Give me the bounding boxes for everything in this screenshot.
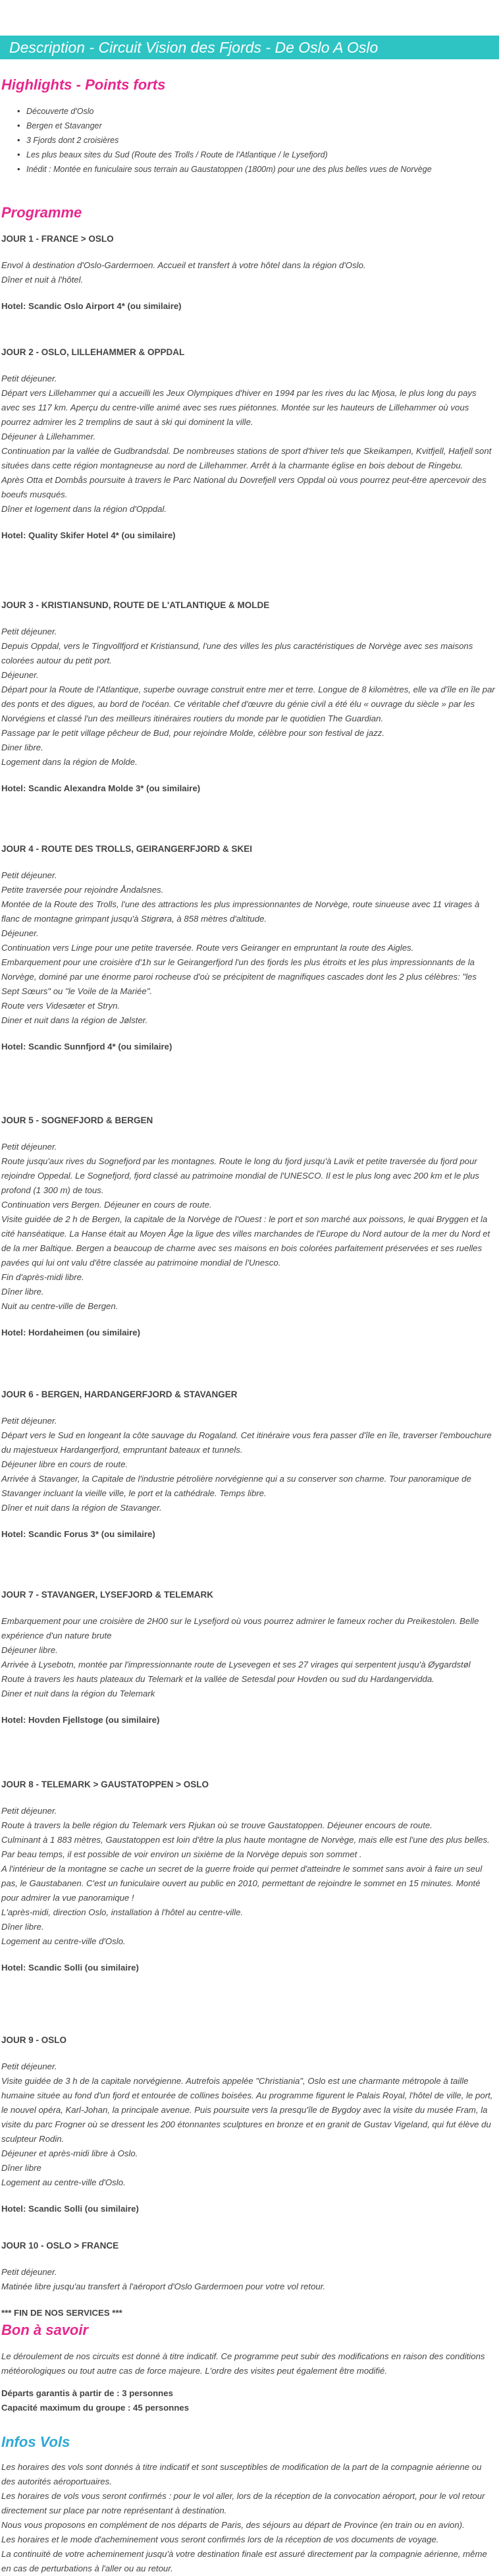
day-7: [1, 1588, 496, 1727]
bon-a-savoir-title: Bon à savoir: [1, 2322, 89, 2338]
highlights-list: [26, 104, 432, 177]
day-text: Déjeuner libre.: [1, 1645, 58, 1655]
infos-vols-title: Infos Vols: [1, 2434, 70, 2450]
day-hotel: Hotel: Scandic Forus 3* (ou similaire): [1, 1529, 155, 1539]
day-hotel: Hotel: Scandic Oslo Airport 4* (ou similaire): [1, 301, 182, 311]
programme-title: Programme: [1, 204, 82, 221]
day-hotel: Hotel: Scandic Sunnfjord 4* (ou similaire): [1, 1042, 172, 1051]
day-text: Route jusqu'aux rives du Sognefjord par les montagnes. Route le long du fjord jusqu'à Lavik et petite traversée du fjord pour rejoindre Oppedal. Le Sognefjord, fjord classé au patrimoine mondial de l'UNESCO. Il est le plus long avec 200 km et le plus profond (1 300 m) de tous.: [1, 1156, 480, 1195]
day-heading: JOUR 1 - FRANCE > OSLO: [1, 234, 114, 244]
day-text: Diner et nuit dans la région du Telemark: [1, 1689, 155, 1698]
day-text: Diner et nuit dans la région de Jølster.: [1, 1015, 148, 1025]
infos-vols-text: Les horaires des vols sont donnés à titre indicatif et sont susceptibles de modification de la part de la compagnie aérienne ou des autorités aéroportuaires.: [1, 2462, 482, 2486]
day-text: Petit déjeuner.: [1, 627, 57, 636]
end-of-services: *** FIN DE NOS SERVICES ***: [1, 2308, 122, 2318]
day-text: Route vers Videsæter et Stryn.: [1, 1001, 120, 1011]
day-text: Départ vers Lillehammer qui a accueilli les Jeux Olympiques d'hiver en 1994 par les rives du lac Mjosa, le plus long du pays avec ses 117 km. Aperçu du centre-ville animé avec ses rues piétonnes. Montée sur les hauteurs de Lillehammer où vous pourrez admirer les 2 tremplins de saut à ski qui dominent la ville.: [1, 388, 477, 427]
day-heading: JOUR 6 - BERGEN, HARDANGERFJORD & STAVANGER: [1, 1389, 238, 1399]
capacite-maximum: Capacité maximum du groupe : 45 personnes: [1, 2403, 190, 2413]
day-text: Continuation vers Linge pour une petite traversée. Route vers Geiranger en empruntant la route des Aigles.: [1, 943, 414, 953]
day-6: [1, 1387, 496, 1542]
day-text: Après Otta et Dombås poursuite à travers le Parc National du Dovrefjell vers Oppdal où vous pourrez peut-être apercevoir des boeufs musqués.: [1, 475, 486, 499]
highlights-title: Highlights - Points forts: [1, 76, 166, 93]
day-1: [1, 232, 496, 314]
day-heading: JOUR 9 - OSLO: [1, 2035, 67, 2045]
day-hotel: Hotel: Hovden Fjellstoge (ou similaire): [1, 1715, 160, 1725]
day-heading: JOUR 3 - KRISTIANSUND, ROUTE DE L'ATLANTIQUE & MOLDE: [1, 600, 270, 610]
day-text: Petit déjeuner.: [1, 1806, 57, 1816]
day-text: Dîner libre.: [1, 1922, 44, 1932]
day-heading: JOUR 2 - OSLO, LILLEHAMMER & OPPDAL: [1, 347, 185, 357]
day-text: Diner libre.: [1, 742, 43, 752]
day-8: [1, 1778, 496, 1975]
day-2: [1, 345, 496, 543]
day-10: [1, 2239, 496, 2320]
day-text: Depuis Oppdal, vers le Tingvollfjord et Kristiansund, l'une des villes les plus caractéristiques de Norvège avec ses maisons colorées autour du petit port.: [1, 641, 473, 665]
day-text: Déjeuner.: [1, 928, 39, 938]
day-text: Matinée libre jusqu'au transfert à l'aéroport d'Oslo Gardermoen pour votre vol retour.: [1, 2282, 326, 2291]
day-text: Petit déjeuner.: [1, 1416, 57, 1426]
infos-vols-text: Les horaires de vols vous seront confirmés : pour le vol aller, lors de la réception de la convocation aéroport, pour le vol retour directement sur place par notre représentant à destination.: [1, 2491, 485, 2515]
day-hotel: Hotel: Scandic Alexandra Molde 3* (ou similaire): [1, 783, 201, 793]
bon-a-savoir-text: Le déroulement de nos circuits est donné à titre indicatif. Ce programme peut subir des modifications en raison des conditions météorologiques ou tout autre cas de force majeure. L'ordre des visites peut également être modifié.: [1, 2351, 485, 2376]
day-text: L'après-midi, direction Oslo, installation à l'hôtel au centre-ville.: [1, 1907, 244, 1917]
title-banner: [0, 36, 499, 59]
day-4: [1, 842, 496, 1054]
day-text: Route à travers les hauts plateaux du Telemark et la vallée de Setesdal pour Hovden ou sud du Hardangervidda.: [1, 1674, 434, 1684]
day-text: Logement au centre-ville d'Oslo.: [1, 2177, 126, 2187]
day-text: Départ vers le Sud en longeant la côte sauvage du Rogaland. Cet itinéraire vous fera passer d'île en île, traverser l'embouchure du majestueux Hardangerfjord, empruntant bateaux et tunnels.: [1, 1430, 492, 1455]
bon-a-savoir-block: [1, 2349, 496, 2415]
day-heading: JOUR 10 - OSLO > FRANCE: [1, 2241, 119, 2251]
list-item: • Découverte d'Oslo: [26, 104, 432, 119]
day-text: Petit déjeuner.: [1, 1142, 57, 1152]
day-text: Envol à destination d'Oslo-Gardermoen. Accueil et transfert à votre hôtel dans la région d'Oslo.: [1, 260, 366, 270]
day-text: Dîner libre.: [1, 1287, 44, 1297]
day-text: Montée de la Route des Trolls, l'une des attractions les plus impressionnantes de Norvège, route sinueuse avec 11 virages à flanc de montagne grimpant jusqu'à Stigrøra, à 858 mètres d'altitude.: [1, 899, 480, 924]
day-hotel: Hotel: Scandic Solli (ou similaire): [1, 2204, 139, 2214]
day-text: Continuation vers Bergen. Déjeuner en cours de route.: [1, 1200, 212, 1210]
day-text: Déjeuner libre en cours de route.: [1, 1459, 128, 1469]
day-text: Route à travers la belle région du Telemark vers Rjukan où se trouve Gaustatoppen. Déjeuner encours de route.: [1, 1820, 433, 1830]
day-text: Arrivée à Stavanger, la Capitale de l'industrie pétrolière norvégienne qui a su conserver son charme. Tour panoramique de Stavanger incluant la vieille ville, le port et la cathédrale. Temps libre.: [1, 1474, 471, 1498]
day-text: Culminant à 1 883 mètres, Gaustatoppen est loin d'être la plus haute montagne de Norvège, mais elle est l'une des plus belles. Par beau temps, il est possible de voir environ un sixième de la Norvège depuis son sommet .: [1, 1835, 490, 1859]
day-heading: JOUR 7 - STAVANGER, LYSEFJORD & TELEMARK: [1, 1590, 214, 1600]
day-text: Visite guidée de 3 h de la capitale norvégienne. Autrefois appelée "Christiania", Oslo est une charmante métropole à taille humaine située au fond d'un fjord et entourée de collines boisées. Au programme figurent le Palais Royal, l'hôtel de ville, le port, le nouvel opéra, Karl-Johan, la principale avenue. Puis poursuite vers la presqu'île de Bygdoy avec la visite du musée Fram, la visite du parc Frogner où se dressent les 200 étonnantes sculptures en bronze et en granit de Gustav Vigeland, qui fut élève du sculpteur Rodin.: [1, 2076, 493, 2144]
day-text: Petit déjeuner.: [1, 870, 57, 880]
departs-garantis: Départs garantis à partir de : 3 personnes: [1, 2388, 173, 2398]
day-heading: JOUR 5 - SOGNEFJORD & BERGEN: [1, 1115, 153, 1125]
day-hotel: Hotel: Quality Skifer Hotel 4* (ou similaire): [1, 530, 176, 540]
day-text: Logement au centre-ville d'Oslo.: [1, 1936, 126, 1946]
day-hotel: Hotel: Scandic Solli (ou similaire): [1, 1963, 139, 1973]
day-5: [1, 1113, 496, 1340]
day-text: Dîner et nuit à l'hôtel.: [1, 275, 84, 285]
infos-vols-text: La continuité de votre acheminement jusqu'à votre destination finale est assuré directement par la compagnie aérienne, même en cas de perturbations à l'aller ou au retour.: [1, 2549, 487, 2573]
day-heading: JOUR 4 - ROUTE DES TROLLS, GEIRANGERFJORD & SKEI: [1, 844, 253, 854]
day-text: Logement dans la région de Molde.: [1, 757, 138, 767]
list-item: • 3 Fjords dont 2 croisières: [26, 133, 432, 148]
day-text: Embarquement pour une croisière de 2H00 sur le Lysefjord où vous pourrez admirer le fameux rocher du Preikestolen. Belle expérience d'un nature brute: [1, 1616, 479, 1640]
day-text: Dîner libre: [1, 2163, 41, 2173]
infos-vols-text: Les horaires et le mode d'acheminement vous seront confirmés lors de la réception de vos documents de voyage.: [1, 2534, 439, 2544]
day-text: Visite guidée de 2 h de Bergen, la capitale de la Norvège de l'Ouest : le port et son marché aux poissons, le quai Bryggen et la cité hanséatique. La Hanse était au Moyen Âge la ligue des villes marchandes de l'Europe du Nord autour de la mer du Nord et de la mer Baltique. Bergen a beaucoup de charme avec ses maisons en bois colorées parfaitement préservées et ses ruelles pavées qui lui ont valu d'être classée au patrimoine mondial de l'Unesco.: [1, 1214, 490, 1268]
day-text: Nuit au centre-ville de Bergen.: [1, 1301, 118, 1311]
day-text: Petit déjeuner.: [1, 2267, 57, 2277]
day-text: Petit déjeuner.: [1, 374, 57, 383]
day-text: Passage par le petit village pêcheur de Bud, pour rejoindre Molde, célèbre pour son festival de jazz.: [1, 728, 385, 738]
day-text: Embarquement pour une croisière d'1h sur le Geirangerfjord l'un des fjords les plus étroits et les plus impressionnants de la Norvège, dominé par une énorme paroi rocheuse d'où se précipitent de magnifiques cascades dont les 2 plus célèbres: "les Sept Sœurs" ou "le Voile de la Mariée".: [1, 957, 477, 996]
day-text: Petit déjeuner.: [1, 2061, 57, 2071]
list-item: • Bergen et Stavanger: [26, 119, 432, 133]
infos-vols-block: [1, 2460, 496, 2576]
day-text: A l'intérieur de la montagne se cache un secret de la guerre froide qui permet d'atteindre le sommet sans avoir à faire un seul pas, le Gaustabanen. C'est un funiculaire ouvert au public en 2010, permettant de rejoindre le sommet en 15 minutes. Monté pour admirer la vue panoramique !: [1, 1864, 483, 1903]
day-3: [1, 598, 496, 796]
day-text: Dîner et nuit dans la région de Stavanger.: [1, 1503, 162, 1513]
day-text: Déjeuner et après-midi libre à Oslo.: [1, 2148, 138, 2158]
page-title: Description - Circuit Vision des Fjords - De Oslo A Oslo: [9, 39, 379, 56]
day-hotel: Hotel: Hordaheimen (ou similaire): [1, 1328, 141, 1337]
list-item: • Inédit : Montée en funiculaire sous terrain au Gaustatoppen (1800m) pour une des plus belles vues de Norvège: [26, 162, 432, 177]
day-text: Déjeuner.: [1, 670, 39, 680]
day-text: Arrivée à Lysebotn, montée par l'impressionnante route de Lysevegen et ses 27 virages qui serpentent jusqu'à Øygardstøl: [1, 1660, 471, 1669]
day-text: Petite traversée pour rejoindre Åndalsnes.: [1, 885, 164, 895]
infos-vols-text: Nous vous proposons en complément de nos départs de Paris, des séjours au départ de Province (en train ou en avion).: [1, 2520, 465, 2530]
day-text: Fin d'après-midi libre.: [1, 1272, 84, 1282]
day-text: Continuation par la vallée de Gudbrandsdal. De nombreuses stations de sport d'hiver tels que Skeikampen, Kvitfjell, Hafjell sont situées dans cette région montagneuse au nord de Lillehammer. Arrêt à la charmante église en bois debout de Ringebu.: [1, 446, 492, 470]
day-text: Départ pour la Route de l'Atlantique, superbe ouvrage construit entre mer et terre. Longue de 8 kilomètres, elle va d'île en île par des ponts et des digues, au bord de l'océan. Ce véritable chef d'œuvre du génie civil a été élu « ouvrage du siècle » par les Norvégiens et classé l'un des meilleurs itinéraires routiers du monde par le quotidien The Guardian.: [1, 685, 495, 723]
day-text: Déjeuner à Lillehammer.: [1, 432, 96, 441]
day-heading: JOUR 8 - TELEMARK > GAUSTATOPPEN > OSLO: [1, 1779, 209, 1789]
day-9: [1, 2033, 496, 2216]
day-text: Dîner et logement dans la région d'Oppdal.: [1, 504, 167, 514]
list-item: • Les plus beaux sites du Sud (Route des Trolls / Route de l'Atlantique / le Lysefjord): [26, 148, 432, 162]
